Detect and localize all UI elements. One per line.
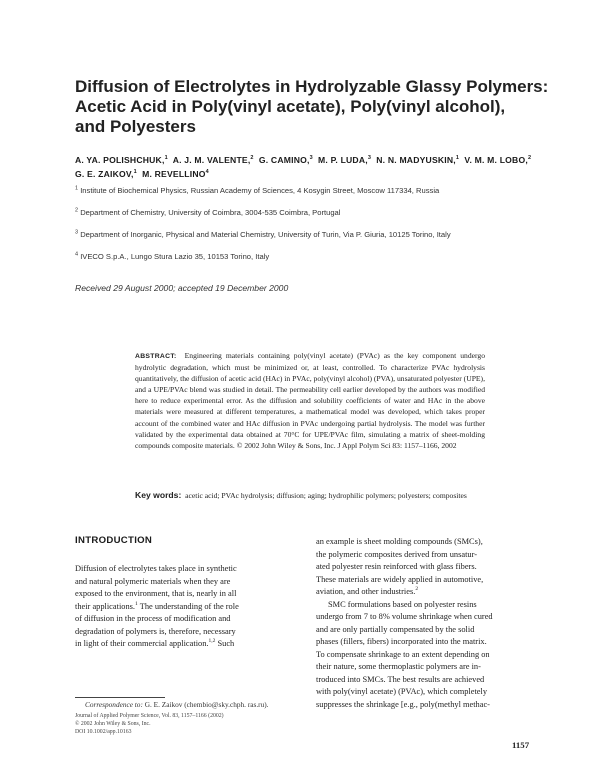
text-span: Such: [215, 639, 235, 648]
citation-ref: 1: [135, 600, 138, 607]
affiliation-text: IVECO S.p.A., Lungo Stura Lazio 35, 10153 Torino, Italy: [80, 252, 270, 261]
text-line: and are only partially compensated by the solid: [316, 624, 475, 634]
affiliation-text: Department of Chemistry, University of Coimbra, 3004-535 Coimbra, Portugal: [80, 208, 341, 217]
author: M. P. LUDA,: [318, 155, 368, 165]
affiliation-text: Institute of Biochemical Physics, Russian Academy of Sciences, 4 Kosygin Street, Moscow 117334, Russia: [80, 186, 440, 195]
text-line: To compensate shrinkage to an extent depending on: [316, 649, 490, 659]
text-line: ated polyester resin reinforced with glass fibers.: [316, 562, 477, 571]
author: A. J. M. VALENTE,: [172, 155, 251, 165]
text-line: [316, 586, 540, 599]
abstract: [135, 350, 485, 451]
correspondence-contact: G. E. Zaikov (chembio@sky.chph. ras.ru).: [144, 700, 269, 709]
author-affiliation-mark: 2: [250, 155, 254, 162]
text-line: undergo from 7 to 8% volume shrinkage when cured: [316, 612, 493, 621]
citation-ref: 1,2: [208, 638, 216, 645]
keywords: [135, 490, 485, 502]
affiliation-number: 3: [75, 229, 79, 236]
author-affiliation-mark: 3: [309, 155, 313, 162]
text-line: troduced into SMCs. The best results are achieved: [316, 674, 485, 684]
text-line: their nature, some thermoplastic polymers are in-: [316, 662, 481, 671]
copyright-notice: © 2002 John Wiley & Sons, Inc.: [75, 721, 151, 727]
text-line: the polymeric composites derived from unsatur-: [316, 549, 478, 559]
text-line: [75, 638, 310, 651]
title-line: Diffusion of Electrolytes in Hydrolyzable Glassy Polymers:: [75, 77, 549, 96]
affiliation: [75, 252, 269, 261]
author: G. E. ZAIKOV,: [75, 169, 134, 179]
abstract-text: Engineering materials containing poly(vinyl acetate) (PVAc) as the key component undergo hydrolytic degradation, which must be minimized or, at least, controlled. To characterize PVAc hydrolysis quantitatively, the diffusion of acetic acid (HAc) in PVAc, poly(vinyl alcohol) (PVA), unsaturated polyester (UPE), and a UPE/PVAc blend was studied in detail. The permeability cell earlier developed by the authors was modified here to reduce experimental error. As the diffusion and solubility coefficients of water and HAc in the above materials were measured at different temperatures, a mathematical model was developed, which takes proper account of the combined water and HAc diffusion in PVAc undergoing partial hydrolysis. The model was further validated by the experimental data obtained at 70°C for UPE/PVAc film, simulating a matrix of sheet-molding compounds composite materials. © 2002 John Wiley & Sons, Inc. J Appl Polym Sci 83: 1157–1166, 2002: [135, 351, 485, 450]
footnote-divider: [75, 697, 165, 698]
keywords-text: acetic acid; PVAc hydrolysis; diffusion; aging; hydrophilic polymers; polyesters; composites: [185, 491, 467, 500]
author-affiliation-mark: 3: [367, 155, 372, 162]
text-line: SMC formulations based on polyester resins: [328, 599, 477, 609]
text-line: an example is sheet molding compounds (SMCs),: [316, 537, 483, 546]
text-line: phases (fillers, fibers) incorporated into the matrix.: [316, 637, 487, 646]
affiliation-text: Department of Inorganic, Physical and Material Chemistry, University of Turin, Via P. Giuria, 10125 Torino, Italy: [80, 230, 451, 239]
author: M. REVELLINO: [142, 169, 206, 179]
right-column-text: [316, 536, 540, 711]
received-date: Received 29 August 2000; accepted 19 December 2000: [75, 283, 289, 293]
affiliation-number: 1: [75, 185, 79, 192]
author-affiliation-mark: 1: [164, 155, 168, 162]
doi: DOI 10.1002/app.10163: [75, 729, 132, 735]
affiliation-number: 2: [75, 207, 79, 214]
keywords-label: Key words:: [135, 490, 182, 500]
affiliation: [75, 208, 340, 217]
author-affiliation-mark: 1: [455, 155, 460, 162]
correspondence-footnote: [85, 700, 269, 709]
text-line: degradation of polymers is, therefore, necessary: [75, 626, 236, 636]
author: A. YA. POLISHCHUK,: [75, 155, 165, 165]
author-affiliation-mark: 1: [133, 169, 137, 176]
title-line: Acetic Acid in Poly(vinyl acetate), Poly(vinyl alcohol),: [75, 97, 506, 116]
text-line: These materials are widely applied in automotive,: [316, 574, 484, 584]
text-line: of diffusion in the process of modification and: [75, 614, 231, 623]
abstract-label: ABSTRACT:: [135, 353, 177, 360]
affiliation: [75, 186, 439, 195]
author-affiliation-mark: 4: [205, 169, 209, 176]
citation-ref: 2: [415, 586, 419, 593]
text-line: Diffusion of electrolytes takes place in synthetic: [75, 564, 237, 573]
affiliation: [75, 230, 451, 239]
author-list: [75, 153, 545, 181]
left-column-text: [75, 563, 310, 651]
correspondence-label: Correspondence to:: [85, 700, 143, 709]
text-span: in light of their commercial application.: [75, 639, 209, 648]
text-line: [75, 601, 310, 614]
affiliation-number: 4: [75, 251, 79, 258]
text-line: and natural polymeric materials when they are: [75, 576, 231, 586]
text-line: suppresses the shrinkage [e.g., poly(methyl methac-: [316, 699, 490, 709]
text-span: The understanding of the role: [137, 601, 239, 611]
author: V. M. M. LOBO,: [464, 155, 528, 165]
title-line: and Polyesters: [75, 117, 196, 136]
section-heading: INTRODUCTION: [75, 535, 153, 546]
text-span: aviation, and other industries.: [316, 587, 416, 596]
text-span: their applications.: [75, 601, 136, 611]
author: N. N. MADYUSKIN,: [376, 155, 456, 165]
journal-citation: Journal of Applied Polymer Science, Vol. 83, 1157–1166 (2002): [75, 713, 224, 719]
author: G. CAMINO,: [258, 155, 310, 165]
author-affiliation-mark: 2: [527, 155, 532, 162]
paper-title: [75, 77, 555, 137]
text-line: with poly(vinyl acetate) (PVAc), which completely: [316, 687, 488, 696]
text-line: exposed to the environment, that is, nearly in all: [75, 589, 237, 598]
page-number: 1157: [512, 740, 530, 750]
